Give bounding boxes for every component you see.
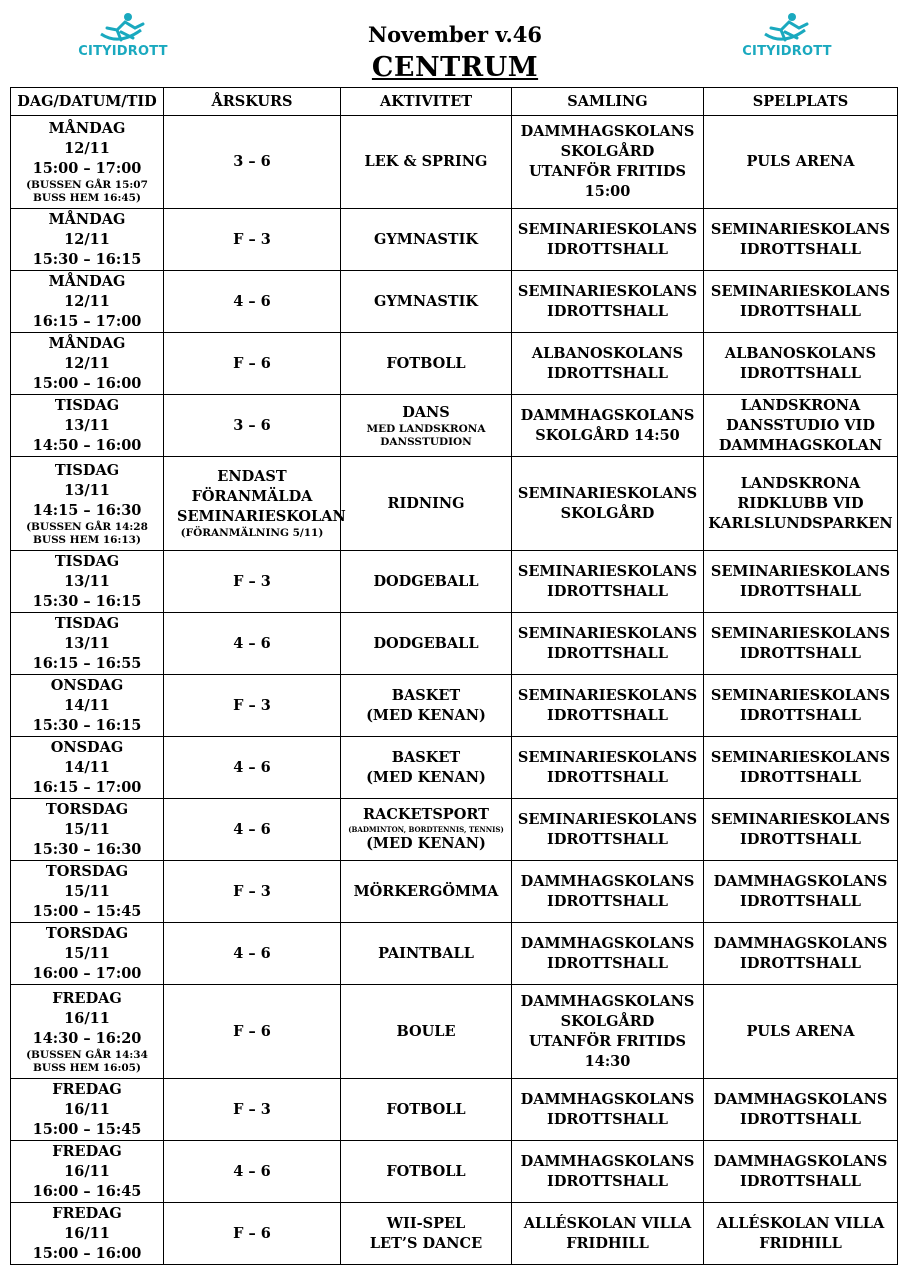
cell-activity [341, 799, 512, 861]
time-label: 14:15 – 16:30 [32, 501, 142, 519]
activity-label: RACKETSPORT [363, 806, 489, 823]
cell-samling [512, 457, 704, 551]
day-label: MÅNDAG [48, 120, 126, 137]
grade-label: 4 – 6 [233, 944, 271, 962]
cell-activity [341, 737, 512, 799]
cell-day-date-time [11, 1141, 164, 1203]
cell-day-date-time [11, 799, 164, 861]
day-label: MÅNDAG [48, 334, 126, 352]
table-row [11, 395, 898, 457]
day-label: TISDAG [54, 614, 120, 632]
day-label: ONSDAG [50, 676, 124, 694]
grade-label: F – 3 [233, 572, 271, 590]
date-label: 12/11 [64, 230, 110, 248]
cell-spelplats [704, 1203, 898, 1265]
cell-spelplats [704, 209, 898, 271]
day-label: TISDAG [54, 552, 120, 570]
cell-samling [512, 1203, 704, 1265]
cell-samling [512, 209, 704, 271]
activity-label: BASKET [391, 686, 461, 704]
cell-grade [164, 675, 341, 737]
cell-spelplats [704, 271, 898, 333]
spelplats-label: DAMMHAGSKOLANS IDROTTSHALL [713, 1090, 888, 1128]
cell-grade [164, 1141, 341, 1203]
samling-label: DAMMHAGSKOLANS SKOLGÅRD UTANFÖR FRITIDS 14:30 [520, 992, 695, 1070]
date-label: 16/11 [64, 1100, 110, 1118]
spelplats-label: ALLÉSKOLAN VILLA FRIDHILL [716, 1214, 885, 1252]
time-label: 15:00 – 16:00 [32, 374, 142, 392]
grade-label: F – 6 [233, 354, 271, 372]
day-label: MÅNDAG [48, 272, 126, 290]
time-label: 16:00 – 16:45 [32, 1182, 142, 1200]
day-label: FREDAG [52, 1142, 122, 1160]
cell-activity [341, 551, 512, 613]
time-label: 15:00 – 15:45 [32, 902, 142, 920]
cell-grade [164, 395, 341, 457]
cell-spelplats [704, 116, 898, 209]
activity-detail: (BADMINTON, BORDTENNIS, TENNIS) [348, 825, 504, 834]
logo-text: CITYIDROTT [78, 44, 168, 59]
samling-label: SEMINARIESKOLANS IDROTTSHALL [517, 686, 698, 724]
cell-day-date-time [11, 395, 164, 457]
schedule-table [10, 87, 898, 1265]
table-row [11, 1203, 898, 1265]
date-label: 13/11 [64, 416, 110, 434]
table-row [11, 116, 898, 209]
cell-activity [341, 457, 512, 551]
cell-activity [341, 861, 512, 923]
samling-label: DAMMHAGSKOLANS IDROTTSHALL [520, 1090, 695, 1128]
table-row [11, 1141, 898, 1203]
time-label: 15:00 – 17:00 [32, 160, 142, 177]
cell-spelplats [704, 613, 898, 675]
cell-grade [164, 923, 341, 985]
date-label: 15/11 [64, 882, 110, 900]
table-row [11, 551, 898, 613]
grade-label: 4 – 6 [233, 634, 271, 652]
column-header-spelplats: SPELPLATS [704, 88, 898, 116]
cell-spelplats [704, 799, 898, 861]
bus-note: (BUSSEN GÅR 14:34 [26, 1048, 148, 1061]
time-label: 15:00 – 16:00 [32, 1244, 142, 1262]
activity-extra: (MED KENAN) [366, 835, 486, 852]
activity-label: MÖRKERGÖMMA [353, 882, 499, 900]
cell-day-date-time [11, 271, 164, 333]
table-header-row [11, 88, 898, 116]
cell-day-date-time [11, 613, 164, 675]
day-label: FREDAG [52, 1080, 122, 1098]
samling-label: SEMINARIESKOLANS IDROTTSHALL [517, 282, 698, 320]
samling-label: DAMMHAGSKOLANS SKOLGÅRD 14:50 [520, 406, 695, 444]
activity-label: GYMNASTIK [374, 292, 478, 310]
time-label: 16:15 – 17:00 [32, 312, 142, 330]
cell-activity [341, 1079, 512, 1141]
grade-label: 4 – 6 [233, 292, 271, 310]
grade-label: 3 – 6 [233, 416, 271, 434]
cell-spelplats [704, 457, 898, 551]
samling-label: SEMINARIESKOLANS IDROTTSHALL [517, 810, 698, 848]
cell-day-date-time [11, 1203, 164, 1265]
samling-label: ALBANOSKOLANS IDROTTSHALL [531, 344, 684, 382]
table-row [11, 799, 898, 861]
cell-grade [164, 1203, 341, 1265]
date-label: 13/11 [64, 572, 110, 590]
table-row [11, 457, 898, 551]
samling-label: SEMINARIESKOLANS IDROTTSHALL [517, 220, 698, 258]
activity-label: RIDNING [387, 494, 465, 512]
date-label: 12/11 [64, 140, 110, 157]
column-header-day: DAG/DATUM/TID [11, 88, 164, 116]
samling-label: SEMINARIESKOLANS SKOLGÅRD [517, 484, 698, 522]
table-row [11, 209, 898, 271]
spelplats-label: LANDSKRONA RIDKLUBB VID KARLSLUNDSPARKEN [708, 474, 893, 532]
samling-label: DAMMHAGSKOLANS IDROTTSHALL [520, 1152, 695, 1190]
cell-spelplats [704, 395, 898, 457]
cell-grade [164, 985, 341, 1079]
cell-activity [341, 271, 512, 333]
cell-spelplats [704, 675, 898, 737]
date-label: 16/11 [64, 1224, 110, 1242]
samling-label: SEMINARIESKOLANS IDROTTSHALL [517, 624, 698, 662]
table-row [11, 333, 898, 395]
day-label: TORSDAG [45, 862, 129, 880]
time-label: 16:15 – 17:00 [32, 778, 142, 796]
activity-label: FOTBOLL [386, 354, 466, 372]
bus-note: BUSS HEM 16:05) [33, 1061, 141, 1074]
cell-grade [164, 613, 341, 675]
cell-activity [341, 675, 512, 737]
day-label: FREDAG [52, 1204, 122, 1222]
cell-spelplats [704, 861, 898, 923]
cell-samling [512, 675, 704, 737]
column-header-samling: SAMLING [512, 88, 704, 116]
cell-day-date-time [11, 209, 164, 271]
cell-samling [512, 985, 704, 1079]
day-label: TORSDAG [45, 924, 129, 942]
time-label: 15:00 – 15:45 [32, 1120, 142, 1138]
cell-spelplats [704, 923, 898, 985]
date-label: 14/11 [64, 758, 110, 776]
cell-day-date-time [11, 675, 164, 737]
cell-activity [341, 985, 512, 1079]
bus-note: (BUSSEN GÅR 14:28 [26, 520, 148, 533]
time-label: 15:30 – 16:15 [32, 592, 142, 610]
activity-label: LEK & SPRING [364, 153, 488, 170]
cell-grade [164, 1079, 341, 1141]
time-label: 14:30 – 16:20 [32, 1029, 142, 1047]
samling-label: DAMMHAGSKOLANS IDROTTSHALL [520, 934, 695, 972]
day-label: ONSDAG [50, 738, 124, 756]
cell-samling [512, 551, 704, 613]
cell-day-date-time [11, 457, 164, 551]
day-label: MÅNDAG [48, 210, 126, 228]
activity-extra: LET’S DANCE [369, 1234, 483, 1252]
cell-spelplats [704, 333, 898, 395]
bus-note: (BUSSEN GÅR 15:07 [26, 179, 148, 191]
table-row [11, 737, 898, 799]
day-label: TORSDAG [45, 800, 129, 818]
spelplats-label: LANDSKRONA DANSSTUDIO VID DAMMHAGSKOLAN [718, 396, 883, 454]
activity-extra: (MED KENAN) [366, 706, 486, 724]
activity-subtitle: MED LANDSKRONA DANSSTUDION [366, 422, 486, 448]
spelplats-label: SEMINARIESKOLANS IDROTTSHALL [710, 282, 891, 320]
cell-day-date-time [11, 551, 164, 613]
grade-label: F – 3 [233, 230, 271, 248]
table-row [11, 923, 898, 985]
cell-grade [164, 116, 341, 209]
grade-label: 3 – 6 [233, 153, 271, 170]
grade-label: F – 3 [233, 696, 271, 714]
activity-label: BASKET [391, 748, 461, 766]
bus-note: BUSS HEM 16:45) [33, 192, 141, 204]
cell-samling [512, 923, 704, 985]
activity-label: BOULE [396, 1022, 456, 1040]
activity-label: FOTBOLL [386, 1162, 466, 1180]
cell-samling [512, 1141, 704, 1203]
grade-label: F – 3 [233, 882, 271, 900]
spelplats-label: SEMINARIESKOLANS IDROTTSHALL [710, 220, 891, 258]
table-row [11, 271, 898, 333]
time-label: 15:30 – 16:15 [32, 250, 142, 268]
cell-grade [164, 457, 346, 551]
spelplats-label: SEMINARIESKOLANS IDROTTSHALL [710, 624, 891, 662]
activity-label: PAINTBALL [378, 944, 474, 962]
spelplats-label: SEMINARIESKOLANS IDROTTSHALL [710, 686, 891, 724]
samling-label: DAMMHAGSKOLANS SKOLGÅRD UTANFÖR FRITIDS 15:00 [520, 123, 695, 200]
activity-extra: (MED KENAN) [366, 768, 486, 786]
date-label: 15/11 [64, 820, 110, 838]
spelplats-label: ALBANOSKOLANS IDROTTSHALL [724, 344, 877, 382]
date-label: 12/11 [64, 354, 110, 372]
table-row [11, 613, 898, 675]
cell-grade [164, 861, 341, 923]
activity-label: WII-SPEL [386, 1214, 466, 1232]
spelplats-label: DAMMHAGSKOLANS IDROTTSHALL [713, 872, 888, 910]
table-row [11, 861, 898, 923]
cell-activity [341, 116, 512, 209]
cell-day-date-time [11, 333, 164, 395]
grade-label: F – 6 [233, 1224, 271, 1242]
cell-day-date-time [11, 923, 164, 985]
date-label: 13/11 [64, 634, 110, 652]
cell-grade [164, 209, 341, 271]
grade-label: ENDAST FÖRANMÄLDA SEMINARIESKOLAN [177, 468, 346, 525]
cell-samling [512, 861, 704, 923]
activity-label: DANS [402, 403, 450, 421]
day-label: FREDAG [52, 989, 122, 1007]
cell-activity [341, 395, 512, 457]
date-label: 12/11 [64, 292, 110, 310]
cell-day-date-time [11, 1079, 164, 1141]
date-label: 13/11 [64, 481, 110, 499]
cell-grade [164, 271, 341, 333]
activity-label: GYMNASTIK [374, 230, 478, 248]
cell-spelplats [704, 737, 898, 799]
spelplats-label: DAMMHAGSKOLANS IDROTTSHALL [713, 1152, 888, 1190]
samling-label: SEMINARIESKOLANS IDROTTSHALL [517, 748, 698, 786]
activity-label: FOTBOLL [386, 1100, 466, 1118]
cell-spelplats [704, 1141, 898, 1203]
cell-activity [341, 613, 512, 675]
page-subtitle: CENTRUM [371, 52, 539, 83]
samling-label: SEMINARIESKOLANS IDROTTSHALL [517, 562, 698, 600]
cell-spelplats [704, 551, 898, 613]
cell-activity [341, 333, 512, 395]
activity-label: DODGEBALL [373, 634, 479, 652]
cell-activity [341, 923, 512, 985]
page-title: November v.46 [367, 22, 543, 47]
activity-label: DODGEBALL [373, 572, 479, 590]
cell-spelplats [704, 985, 898, 1079]
cell-spelplats [704, 1079, 898, 1141]
grade-label: F – 6 [233, 1022, 271, 1040]
column-header-grade: ÅRSKURS [164, 88, 341, 116]
table-row [11, 985, 898, 1079]
spelplats-label: SEMINARIESKOLANS IDROTTSHALL [710, 810, 891, 848]
time-label: 16:00 – 17:00 [32, 964, 142, 982]
grade-note: (FÖRANMÄLNING 5/11) [180, 527, 324, 539]
time-label: 15:30 – 16:30 [32, 840, 142, 858]
cell-grade [164, 737, 341, 799]
time-label: 15:30 – 16:15 [32, 716, 142, 734]
date-label: 16/11 [64, 1162, 110, 1180]
spelplats-label: PULS ARENA [746, 153, 855, 170]
cell-day-date-time [11, 737, 164, 799]
cell-samling [512, 395, 704, 457]
time-label: 16:15 – 16:55 [32, 654, 142, 672]
bus-note: BUSS HEM 16:13) [33, 533, 141, 546]
day-label: TISDAG [54, 461, 120, 479]
cell-day-date-time [11, 861, 164, 923]
grade-label: 4 – 6 [233, 758, 271, 776]
cell-activity [341, 209, 512, 271]
time-label: 14:50 – 16:00 [32, 436, 142, 454]
samling-label: ALLÉSKOLAN VILLA FRIDHILL [523, 1214, 692, 1252]
cell-activity [341, 1203, 512, 1265]
cell-samling [512, 333, 704, 395]
cell-grade [164, 551, 341, 613]
cell-grade [164, 799, 341, 861]
cell-grade [164, 333, 341, 395]
cell-samling [512, 1079, 704, 1141]
date-label: 14/11 [64, 696, 110, 714]
cell-samling [512, 613, 704, 675]
table-row [11, 675, 898, 737]
cell-samling [512, 116, 704, 209]
day-label: TISDAG [54, 396, 120, 414]
spelplats-label: SEMINARIESKOLANS IDROTTSHALL [710, 748, 891, 786]
grade-label: 4 – 6 [233, 820, 271, 838]
logo-text: CITYIDROTT [742, 44, 832, 59]
cell-samling [512, 799, 704, 861]
column-header-activity: AKTIVITET [341, 88, 512, 116]
cell-samling [512, 737, 704, 799]
cell-activity [341, 1141, 512, 1203]
date-label: 15/11 [64, 944, 110, 962]
table-row [11, 1079, 898, 1141]
grade-label: 4 – 6 [233, 1162, 271, 1180]
samling-label: DAMMHAGSKOLANS IDROTTSHALL [520, 872, 695, 910]
cell-day-date-time [11, 116, 164, 209]
cell-day-date-time [11, 985, 164, 1079]
spelplats-label: PULS ARENA [746, 1022, 855, 1040]
date-label: 16/11 [64, 1009, 110, 1027]
cell-samling [512, 271, 704, 333]
spelplats-label: SEMINARIESKOLANS IDROTTSHALL [710, 562, 891, 600]
spelplats-label: DAMMHAGSKOLANS IDROTTSHALL [713, 934, 888, 972]
grade-label: F – 3 [233, 1100, 271, 1118]
